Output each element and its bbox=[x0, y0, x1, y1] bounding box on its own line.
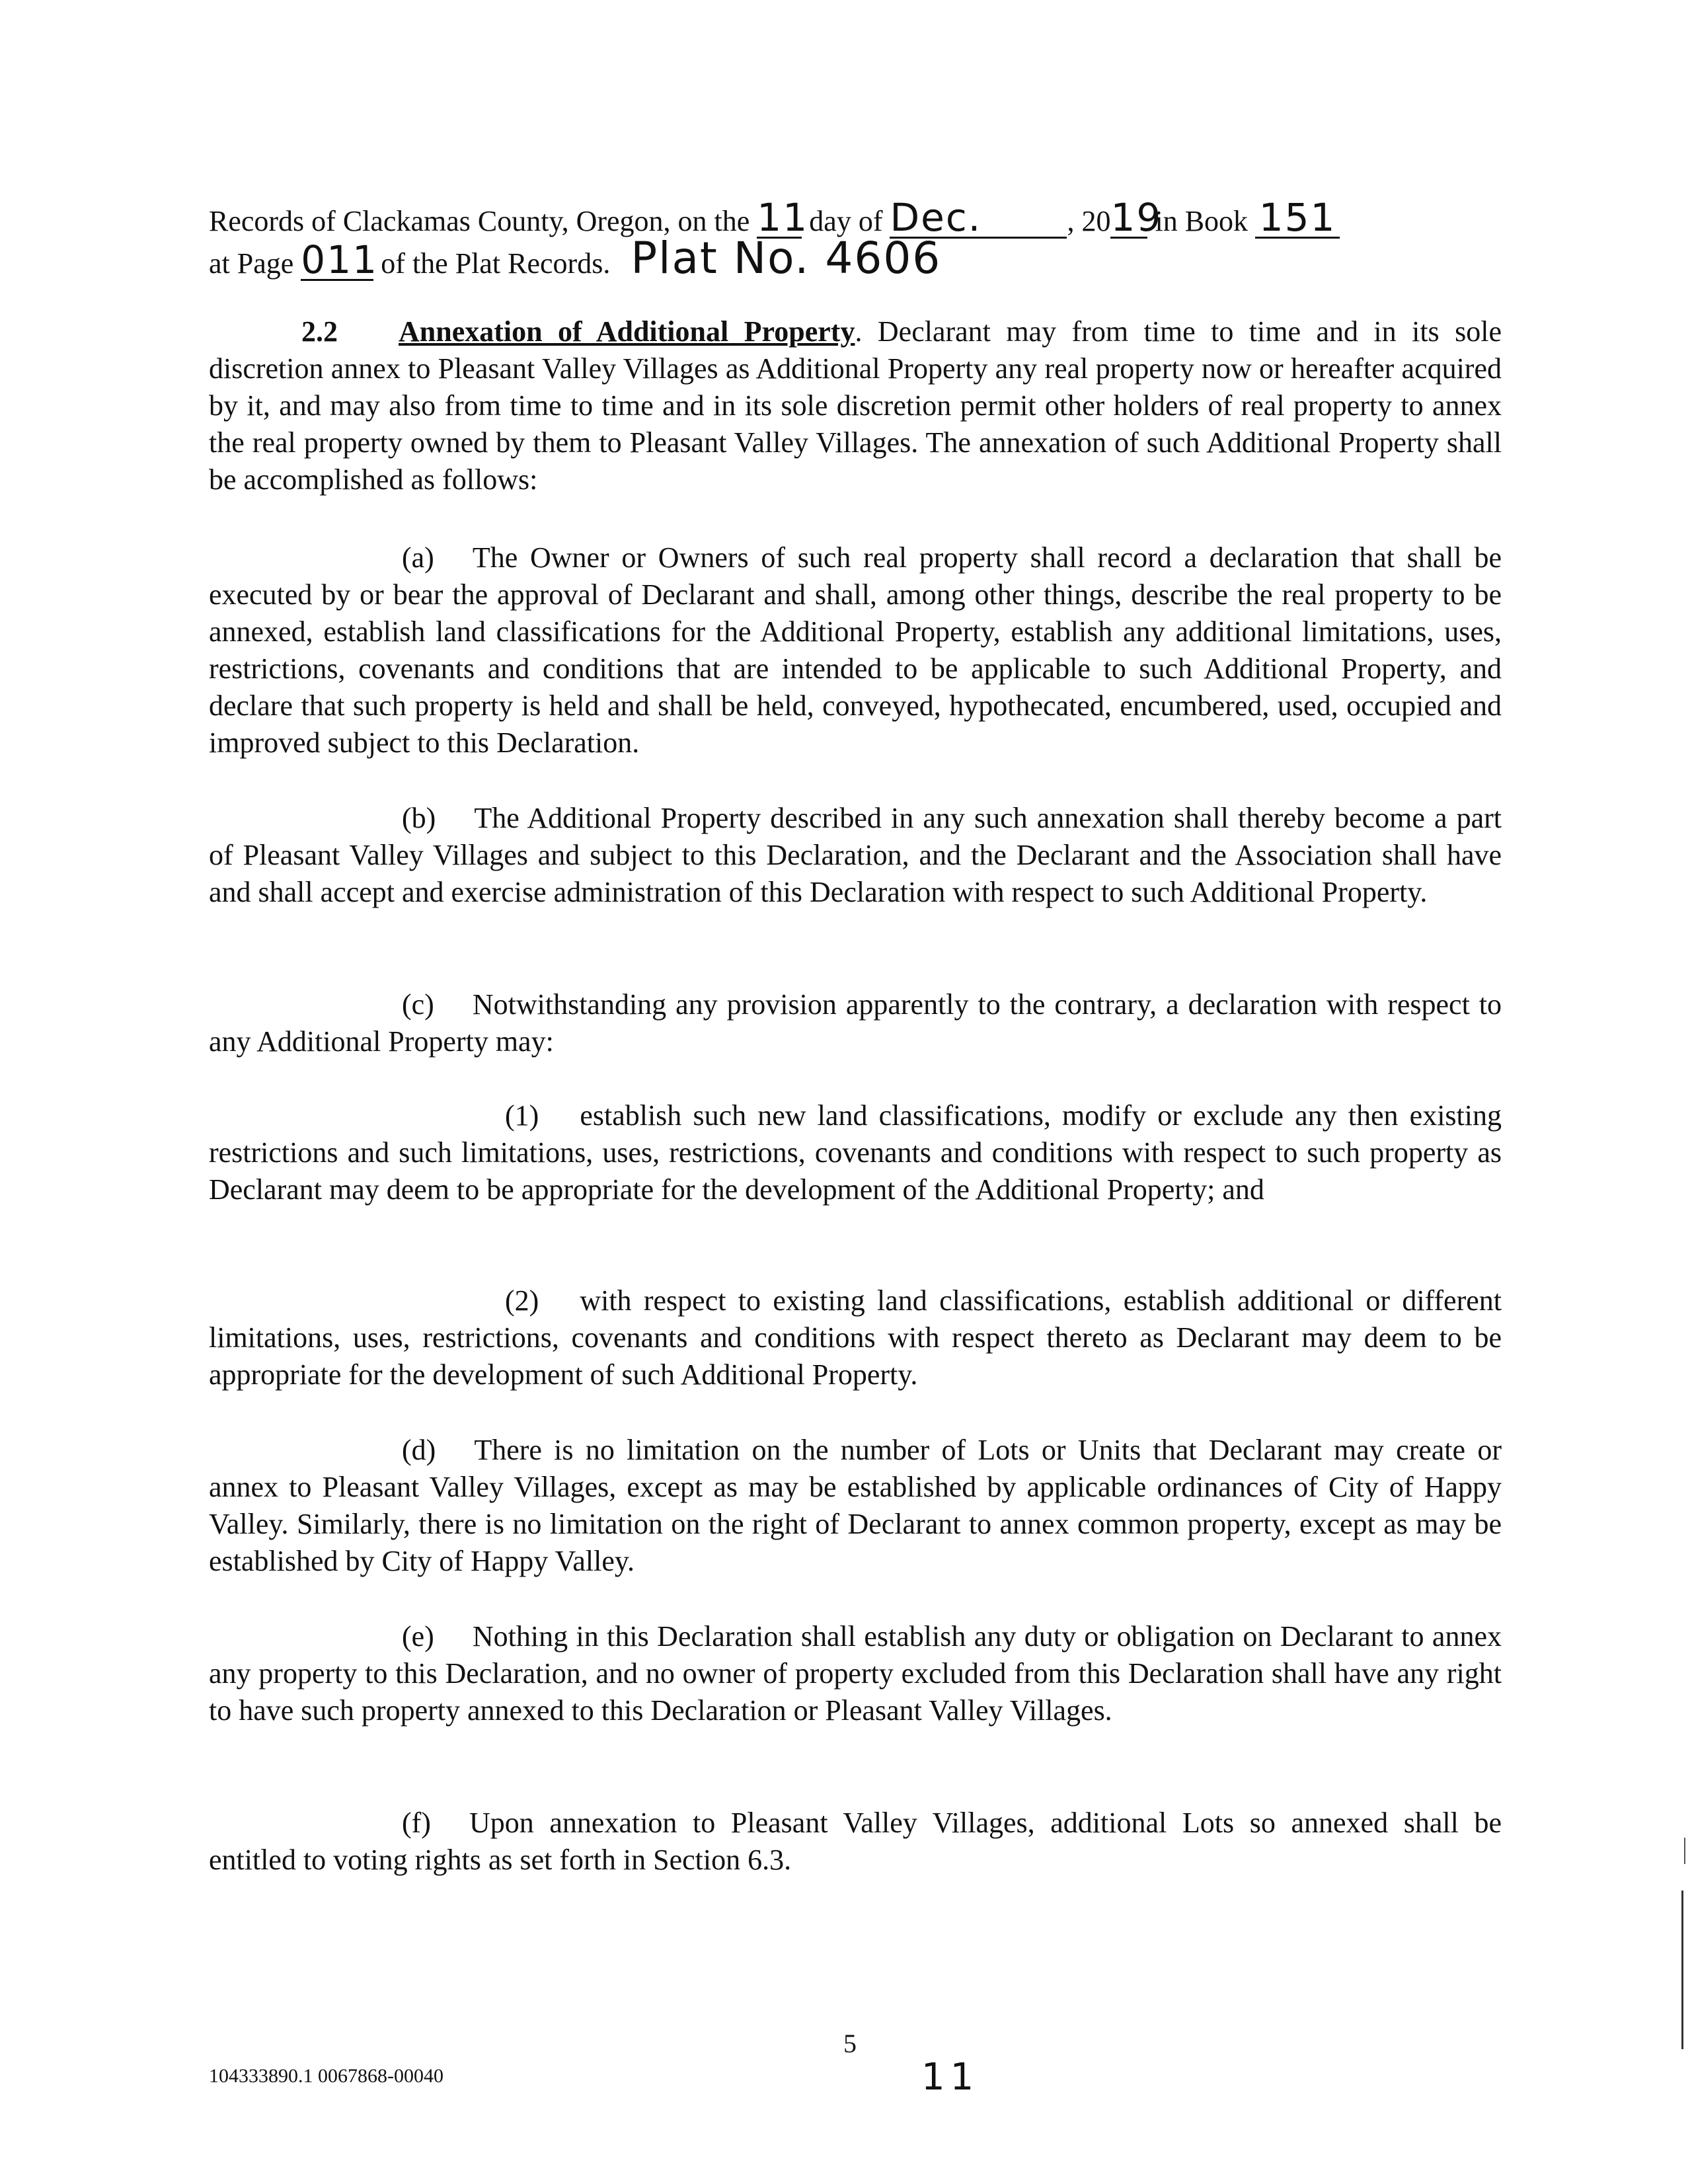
page-blank bbox=[301, 237, 379, 282]
recording-text-b: day of bbox=[809, 205, 883, 237]
recording-text-d: in Book bbox=[1155, 205, 1249, 237]
document-id: 104333890.1 0067868-00040 bbox=[209, 2065, 443, 2087]
page-number: 5 bbox=[843, 2029, 857, 2058]
item-a-text: The Owner or Owners of such real property shall record a declaration that shall be executed by or bear the approval of Declarant and shall, among other things, describe the real property to be annexed, establish land classifications for the Additional Property, establish any additional limitations, uses, restrictions, covenants and conditions that are intended to be applicable to such Additional Property, and declare that such property is held and shall be held, conveyed, hypothecated, encumbered, used, occupied and improved subject to this Declaration. bbox=[209, 541, 1502, 759]
book-handwritten: 151 bbox=[1258, 195, 1336, 240]
month-handwritten: Dec. bbox=[890, 195, 982, 240]
year-handwritten: 19 bbox=[1110, 195, 1163, 240]
page-handwritten: 011 bbox=[301, 237, 379, 282]
section-2-2 bbox=[209, 313, 1502, 498]
item-c2-label: (2) bbox=[505, 1284, 539, 1317]
item-e-text: Nothing in this Declaration shall establish any duty or obligation on Declarant to annex any property to this Declaration, and no owner of property excluded from this Declaration shall have any right to have such property annexed to this Declaration or Pleasant Valley Villages. bbox=[209, 1620, 1502, 1727]
recording-line-2 bbox=[209, 233, 1502, 284]
item-c-label: (c) bbox=[402, 988, 434, 1021]
item-c1-text: establish such new land classifications, modify or exclude any then existing restrictions and such limitations, uses, restrictions, covenants and conditions with respect to such property as Declarant may deem to be appropriate for the development of the Additional Property; and bbox=[209, 1099, 1502, 1206]
item-a-label: (a) bbox=[402, 541, 434, 574]
item-c2 bbox=[209, 1282, 1502, 1393]
recording-text-c: , 20 bbox=[1067, 205, 1111, 237]
item-c2-text: with respect to existing land classifications, establish additional or different limitations, uses, restrictions, covenants and conditions with respect thereto as Declarant may deem to be appropriate for the development of such Additional Property. bbox=[209, 1284, 1502, 1391]
item-d-label: (d) bbox=[402, 1434, 436, 1466]
year-blank bbox=[1110, 195, 1163, 240]
item-c1 bbox=[209, 1097, 1502, 1208]
item-c-text: Notwithstanding any provision apparently to the contrary, a declaration with respect to any Additional Property may: bbox=[209, 988, 1502, 1058]
item-a bbox=[209, 539, 1502, 761]
item-d bbox=[209, 1432, 1502, 1580]
item-e bbox=[209, 1618, 1502, 1729]
item-c1-label: (1) bbox=[505, 1099, 539, 1132]
section-number: 2.2 bbox=[301, 315, 338, 348]
item-d-text: There is no limitation on the number of Lots or Units that Declarant may create or annex to Pleasant Valley Villages, except as may be established by applicable ordinances of City of Happy Valley. Similarly, there is no limitation on the right of Declarant to annex common property, except as may be established by City of Happy Valley. bbox=[209, 1434, 1502, 1577]
section-title: Annexation of Additional Property bbox=[399, 315, 855, 348]
item-f-text: Upon annexation to Pleasant Valley Villages, additional Lots so annexed shall be entitled to voting rights as set forth in Section 6.3. bbox=[209, 1807, 1502, 1876]
handwritten-page-mark: 11 bbox=[921, 2056, 980, 2099]
day-handwritten: 11 bbox=[757, 195, 809, 240]
page-text-a: at Page bbox=[209, 247, 294, 280]
plat-handwritten-note: Plat No. 4606 bbox=[631, 233, 942, 284]
section-body: . Declarant may from time to time and in its sole discretion annex to Pleasant Valley Villages as Additional Property any real property now or hereafter acquired by it, and may also from time to time and in its sole discretion permit other holders of real property to annex the real property owned by them to Pleasant Valley Villages. The annexation of such Additional Property shall be accomplished as follows: bbox=[209, 315, 1502, 496]
item-c bbox=[209, 986, 1502, 1060]
item-b-text: The Additional Property described in any such annexation shall thereby become a part of Pleasant Valley Villages and subject to this Declaration, and the Declarant and the Association shall have and shall accept and exercise administration of this Declaration with respect to such Additional Property. bbox=[209, 802, 1502, 908]
scan-edge-tick bbox=[1684, 1838, 1685, 1864]
page-text-b: of the Plat Records. bbox=[381, 247, 611, 280]
item-e-label: (e) bbox=[402, 1620, 434, 1653]
recording-text-a: Records of Clackamas County, Oregon, on the bbox=[209, 205, 750, 237]
item-b bbox=[209, 800, 1502, 911]
book-blank bbox=[1255, 195, 1340, 240]
item-b-label: (b) bbox=[402, 802, 436, 834]
item-f bbox=[209, 1805, 1502, 1879]
item-f-label: (f) bbox=[402, 1807, 431, 1839]
scan-edge-line bbox=[1681, 1891, 1683, 2049]
